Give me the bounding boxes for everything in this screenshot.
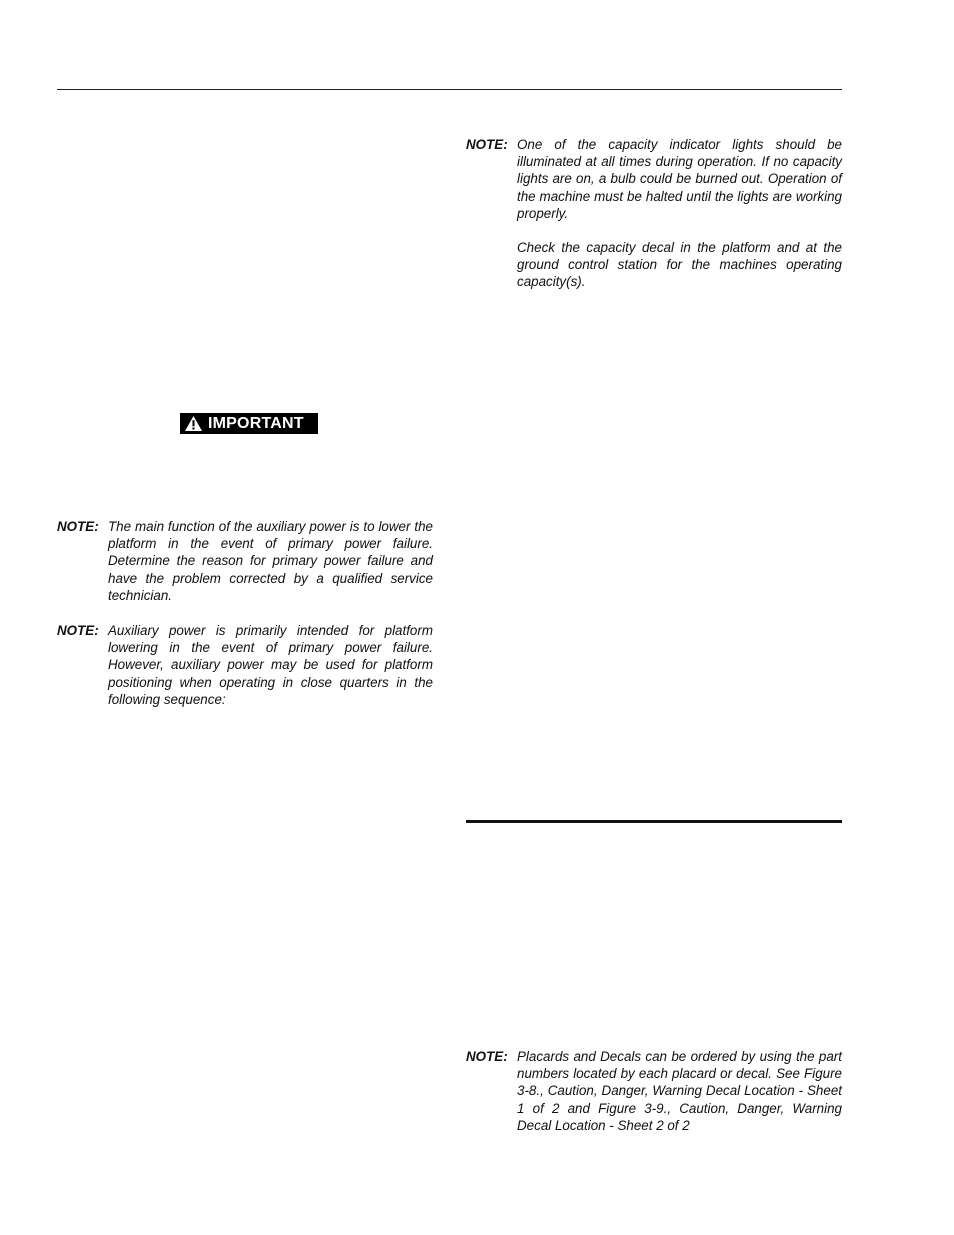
note-text: One of the capacity indicator lights should be illuminated at all times during operation. If no capacity lights are on, a bulb could be burned out. Operation of the machine must be halted until the lights are working properly. (517, 137, 842, 221)
note-label: NOTE: (57, 623, 99, 638)
note-text: Check the capacity decal in the platform and at the ground control station for the machines operating capacity(s). (517, 240, 842, 290)
warning-triangle-icon (184, 415, 203, 432)
note-label: NOTE: (466, 1049, 508, 1064)
important-label: IMPORTANT (208, 415, 304, 432)
note-aux-power-positioning (57, 622, 433, 708)
important-badge (180, 413, 318, 434)
note-capacity-lights (466, 136, 842, 291)
note-text: The main function of the auxiliary power is to lower the platform in the event of primary power failure. Determine the reason for primary power failure and have the problem corrected by a qualified service technician. (108, 519, 433, 603)
section-rule (466, 820, 842, 823)
note-placards-decals (466, 1048, 842, 1134)
note-label: NOTE: (466, 137, 508, 152)
note-label: NOTE: (57, 519, 99, 534)
header-rule (57, 89, 842, 90)
note-text: Placards and Decals can be ordered by using the part numbers located by each placard or decal. See Figure 3-8., Caution, Danger, Warning Decal Location - Sheet 1 of 2 and Figure 3-9., Caution, Danger, Warning Decal Location - Sheet 2 of 2 (517, 1049, 842, 1133)
note-aux-power-function (57, 518, 433, 604)
note-text: Auxiliary power is primarily intended for platform lowering in the event of primary power failure. However, auxiliary power may be used for platform positioning when operating in close quarters in the following sequence: (108, 623, 433, 707)
